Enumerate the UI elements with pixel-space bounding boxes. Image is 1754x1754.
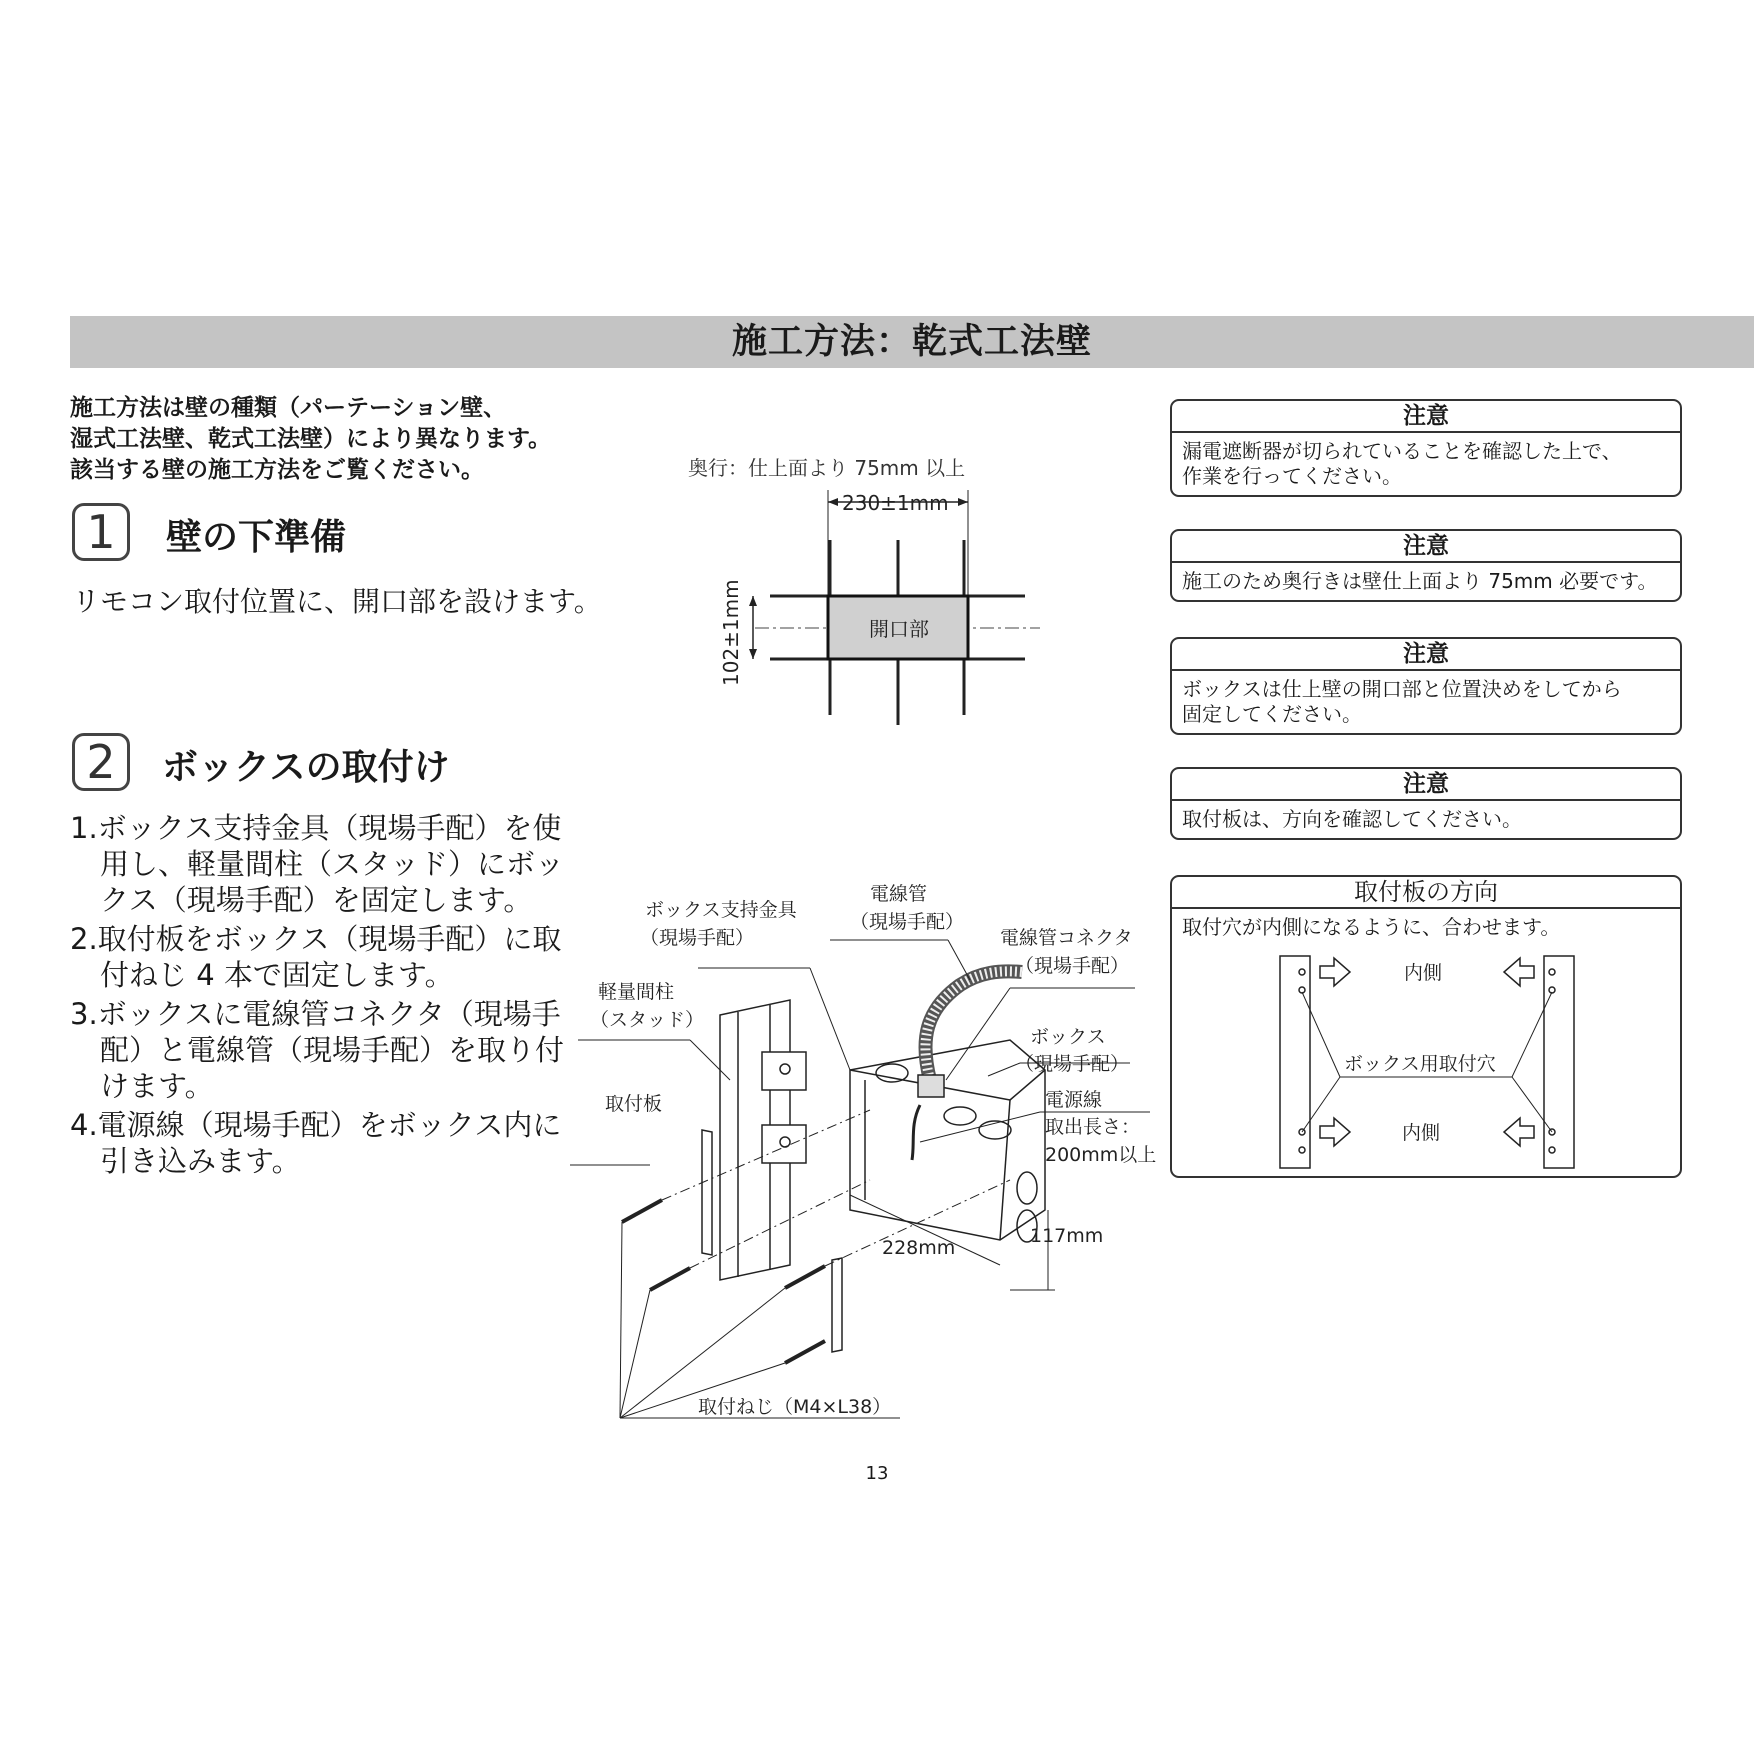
hole bbox=[1299, 1147, 1305, 1153]
screw-label: 取付ねじ（M4×L38） bbox=[698, 1396, 892, 1418]
section-title-bar bbox=[70, 316, 1754, 368]
step-2-title: ボックスの取付け bbox=[162, 747, 450, 788]
caution-body bbox=[1172, 563, 1680, 600]
arrow-left-icon bbox=[1504, 1118, 1534, 1146]
arrow-right-icon bbox=[1320, 958, 1350, 986]
inner-side-label-top: 内側 bbox=[1404, 962, 1443, 984]
caution-body bbox=[1172, 671, 1680, 733]
hole bbox=[1549, 1147, 1555, 1153]
orientation-diagram bbox=[1172, 952, 1680, 1178]
step-1-text: リモコン取付位置に、開口部を設けます。 bbox=[72, 585, 602, 618]
orientation-heading: 取付板の方向 bbox=[1172, 877, 1680, 909]
intro-line: 湿式工法壁、乾式工法壁）により異なります。 bbox=[70, 426, 552, 452]
hole bbox=[1549, 969, 1555, 975]
hole bbox=[1299, 969, 1305, 975]
orientation-instruction: 取付穴が内側になるように、合わせます。 bbox=[1182, 915, 1561, 939]
bracket-label-sub: （現場手配） bbox=[640, 927, 755, 949]
bracket-label: ボックス支持金具 bbox=[645, 899, 797, 921]
caution-box-1 bbox=[1170, 399, 1682, 497]
mounting-plate-left bbox=[1280, 956, 1310, 1168]
height-dimension-label: 102±1mm bbox=[719, 579, 743, 686]
arrow-right-icon bbox=[1320, 1118, 1350, 1146]
intro-text bbox=[70, 393, 610, 486]
power-wire-label: 電源線 bbox=[1045, 1089, 1103, 1111]
orientation-box bbox=[1170, 875, 1682, 1178]
caution-box-4 bbox=[1170, 767, 1682, 840]
list-item: 2.取付板をボックス（現場手配）に取付ねじ 4 本で固定します。 bbox=[70, 922, 562, 992]
inner-side-label-bottom: 内側 bbox=[1402, 1122, 1441, 1144]
height-dimension-label: 117mm bbox=[1030, 1225, 1104, 1247]
opening-label: 開口部 bbox=[869, 617, 929, 641]
connector-label: 電線管コネクタ bbox=[1000, 927, 1133, 949]
caution-heading: 注意 bbox=[1172, 401, 1680, 433]
caution-line: 漏電遮断器が切られていることを確認した上で、 bbox=[1182, 439, 1622, 463]
list-item: 1.ボックス支持金具（現場手配）を使用し、軽量間柱（スタッド）にボックス（現場手配）を固定します。 bbox=[70, 811, 565, 917]
leader-line bbox=[620, 1290, 650, 1418]
power-wire-length-label: 取出長さ： bbox=[1045, 1116, 1141, 1138]
screw bbox=[622, 1200, 662, 1222]
caution-heading: 注意 bbox=[1172, 639, 1680, 671]
leader-line bbox=[810, 968, 850, 1070]
mounting-plate-left bbox=[702, 1130, 712, 1255]
arrow-left-icon bbox=[1504, 958, 1534, 986]
box-installation-diagram bbox=[570, 880, 1180, 1435]
caution-heading: 注意 bbox=[1172, 531, 1680, 563]
opening-diagram bbox=[660, 440, 1060, 740]
arrowhead bbox=[749, 649, 757, 659]
stud-label-sub: （スタッド） bbox=[590, 1009, 705, 1031]
step-2-list bbox=[70, 810, 590, 1182]
intro-line: 施工方法は壁の種類（パーテーション壁、 bbox=[70, 395, 507, 421]
leader-line bbox=[948, 940, 970, 980]
step-1-number: 1 bbox=[72, 503, 130, 561]
width-dimension-label: 230±1mm bbox=[842, 491, 949, 515]
screw bbox=[785, 1341, 825, 1363]
mounting-plate-right bbox=[832, 1258, 842, 1352]
page-title: 施工方法：乾式工法壁 bbox=[731, 322, 1092, 362]
box-label: ボックス bbox=[1030, 1026, 1106, 1048]
bracket-lower bbox=[762, 1125, 806, 1163]
step-2-number: 2 bbox=[72, 733, 130, 791]
caution-body bbox=[1172, 433, 1680, 495]
width-dimension-label: 228mm bbox=[882, 1237, 956, 1259]
arrowhead bbox=[958, 498, 968, 506]
caution-line: 作業を行ってください。 bbox=[1182, 464, 1402, 488]
list-item: 3.ボックスに電線管コネクタ（現場手配）と電線管（現場手配）を取り付けます。 bbox=[70, 997, 565, 1103]
conduit-connector bbox=[918, 1075, 944, 1097]
caution-line: 固定してください。 bbox=[1182, 702, 1362, 726]
caution-body bbox=[1172, 801, 1680, 838]
caution-line: ボックスは仕上壁の開口部と位置決めをしてから bbox=[1182, 677, 1622, 701]
list-item: 4.電源線（現場手配）をボックス内に引き込みます。 bbox=[70, 1108, 562, 1178]
caution-line: 施工のため奥行きは壁仕上面より 75mm 必要です。 bbox=[1182, 569, 1658, 593]
conduit-label-sub: （現場手配） bbox=[850, 911, 965, 933]
power-wire-length-value: 200mm以上 bbox=[1045, 1144, 1157, 1166]
screw bbox=[650, 1268, 690, 1290]
caution-box-3 bbox=[1170, 637, 1682, 735]
conduit-label: 電線管 bbox=[870, 883, 928, 905]
box-label-sub: （現場手配） bbox=[1015, 1053, 1130, 1075]
arrowhead bbox=[828, 498, 838, 506]
step-1-title: 壁の下準備 bbox=[166, 517, 347, 558]
page-number: 13 bbox=[865, 1463, 889, 1484]
leader-line bbox=[620, 1222, 622, 1418]
screw bbox=[785, 1266, 825, 1288]
box-hole-label: ボックス用取付穴 bbox=[1344, 1053, 1496, 1075]
mounting-plate-label: 取付板 bbox=[605, 1093, 663, 1115]
mounting-plate-right bbox=[1544, 956, 1574, 1168]
arrowhead bbox=[749, 596, 757, 606]
caution-heading: 注意 bbox=[1172, 769, 1680, 801]
caution-box-2 bbox=[1170, 529, 1682, 602]
bracket-upper bbox=[762, 1052, 806, 1090]
connector-label-sub: （現場手配） bbox=[1015, 955, 1130, 977]
depth-note: 奥行：仕上面より 75mm 以上 bbox=[688, 456, 966, 480]
caution-line: 取付板は、方向を確認してください。 bbox=[1182, 807, 1522, 831]
intro-line: 該当する壁の施工方法をご覧ください。 bbox=[70, 457, 484, 483]
stud-label: 軽量間柱 bbox=[598, 981, 675, 1003]
